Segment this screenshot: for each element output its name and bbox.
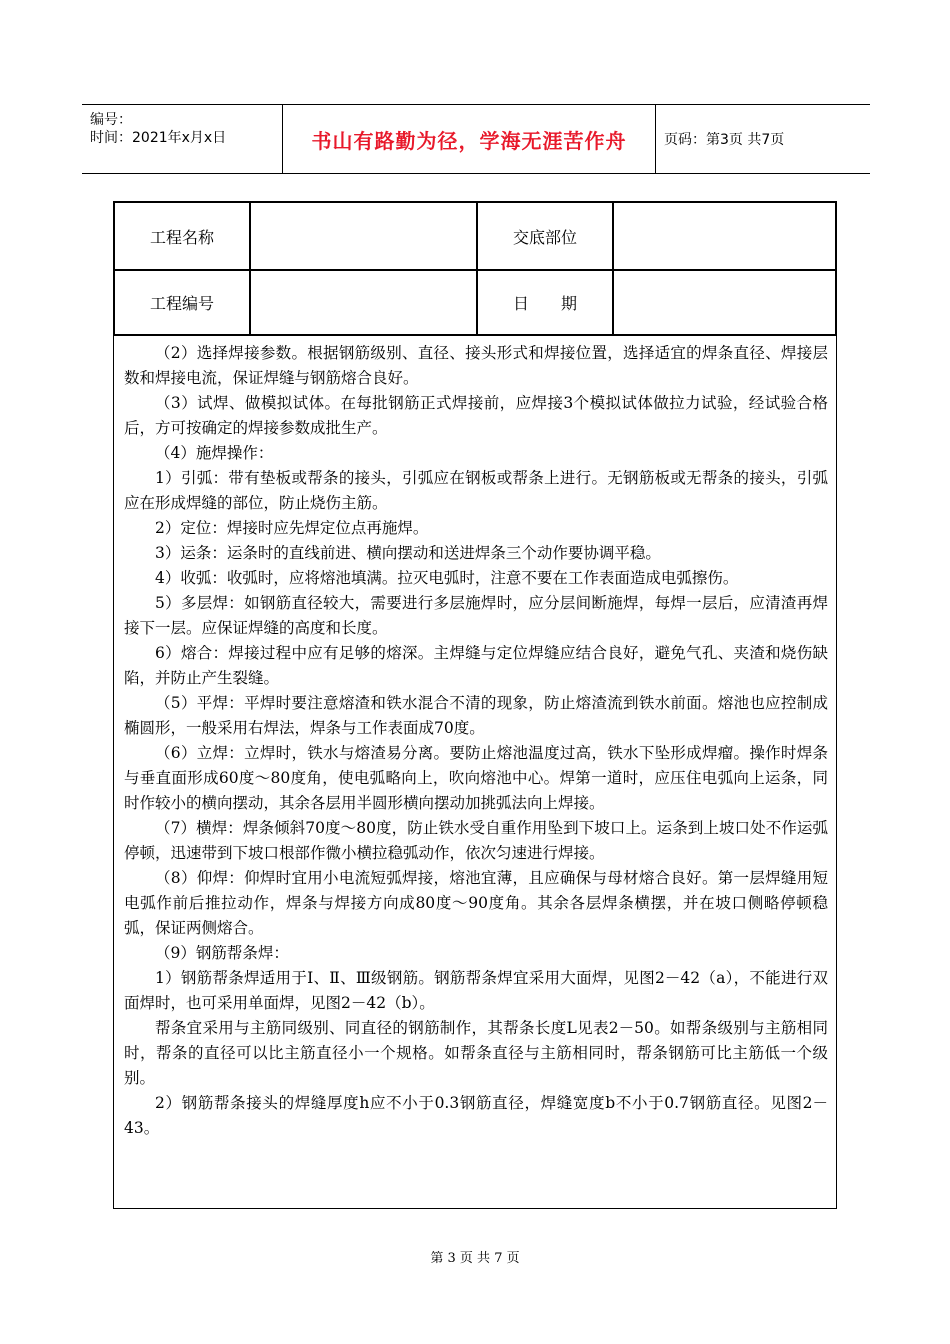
content-box (113, 336, 837, 1209)
table-divider (612, 203, 614, 334)
table-divider (476, 203, 478, 334)
handover-part-label: 交底部位 (512, 227, 577, 247)
content-paragraph: （2）选择焊接参数。根据钢筋级别、直径、接头形式和焊接位置，选择适宜的焊条直径、焊接层数和焊接电流，保证焊缝与钢筋熔合良好。 (124, 344, 828, 387)
project-name-label: 工程名称 (149, 227, 214, 247)
document-time-label: 时间：2021年x月x日 (90, 130, 227, 146)
content-paragraph: （6）立焊：立焊时，铁水与熔渣易分离。要防止熔池温度过高，铁水下坠形成焊瘤。操作时焊条与垂直面形成60度～80度角，使电弧略向上，吹向熔池中心。焊第一道时，应压住电弧向上运条，同时作较小的横向摆动，其余各层用半圆形横向摆动加挑弧法向上焊接。 (124, 744, 828, 812)
project-no-value (251, 271, 476, 334)
content-paragraph: （4）施焊操作： (155, 444, 274, 462)
header-page-label: 页码：第3页 共7页 (664, 132, 785, 148)
content-paragraph: （3）试焊、做模拟试体。在每批钢筋正式焊接前，应焊接3个模拟试体做拉力试验，经试验合格后，方可按确定的焊接参数成批生产。 (124, 394, 828, 437)
project-info-table (113, 201, 837, 336)
content-paragraph: 帮条宜采用与主筋同级别、同直径的钢筋制作，其帮条长度L见表2－50。如帮条级别与主筋相同时，帮条的直径可以比主筋直径小一个规格。如帮条直径与主筋相同时，帮条钢筋可比主筋低一个级别。 (124, 1019, 828, 1087)
content-paragraph: 2）钢筋帮条接头的焊缝厚度h应不小于0.3钢筋直径，焊缝宽度b不小于0.7钢筋直径。见图2－43。 (124, 1094, 828, 1137)
page-footer: 第 3 页 共 7 页 (430, 1251, 520, 1266)
header-motto: 书山有路勤为径，学海无涯苦作舟 (311, 128, 627, 153)
document-number-label: 编号： (90, 112, 132, 128)
header-divider (655, 105, 656, 173)
content-paragraph: 2）定位：焊接时应先焊定位点再施焊。 (155, 519, 429, 537)
info-row (115, 271, 835, 334)
table-divider (249, 203, 251, 334)
date-value (614, 271, 835, 334)
date-label: 日 期 (512, 294, 577, 313)
content-paragraph: 3）运条：运条时的直线前进、横向摆动和送进焊条三个动作要协调平稳。 (155, 544, 661, 562)
header-meta (82, 105, 282, 173)
project-name-value (251, 203, 476, 269)
content-paragraph: （8）仰焊：仰焊时宜用小电流短弧焊接，熔池宜薄，且应确保与母材熔合良好。第一层焊缝用短电弧作前后推拉动作，焊条与焊接方向成80度～90度角。其余各层焊条横摆，并在坡口侧略停顿稳弧，保证两侧熔合。 (124, 869, 828, 937)
handover-part-value (614, 203, 835, 269)
page-header (82, 104, 870, 174)
info-row (115, 203, 835, 271)
content-paragraph: 6）熔合：焊接过程中应有足够的熔深。主焊缝与定位焊缝应结合良好，避免气孔、夹渣和烧伤缺陷，并防止产生裂缝。 (124, 644, 828, 687)
content-paragraph: 1）钢筋帮条焊适用于Ⅰ、Ⅱ、Ⅲ级钢筋。钢筋帮条焊宜采用大面焊，见图2－42（a），不能进行双面焊时，也可采用单面焊，见图2－42（b）。 (124, 969, 828, 1012)
content-paragraph: 1）引弧：带有垫板或帮条的接头，引弧应在钢板或帮条上进行。无钢筋板或无帮条的接头，引弧应在形成焊缝的部位，防止烧伤主筋。 (124, 469, 828, 512)
content-paragraph: 4）收弧：收弧时，应将熔池填满。拉灭电弧时，注意不要在工作表面造成电弧擦伤。 (155, 569, 739, 587)
content-paragraph: （9）钢筋帮条焊： (155, 944, 289, 962)
content-paragraph: （7）横焊：焊条倾斜70度～80度，防止铁水受自重作用坠到下坡口上。运条到上坡口处不作运弧停顿，迅速带到下坡口根部作微小横拉稳弧动作，依次匀速进行焊接。 (124, 819, 828, 862)
content-paragraph: （5）平焊：平焊时要注意熔渣和铁水混合不清的现象，防止熔渣流到铁水前面。熔池也应控制成椭圆形，一般采用右焊法，焊条与工作表面成70度。 (124, 694, 828, 737)
content-paragraph: 5）多层焊：如钢筋直径较大，需要进行多层施焊时，应分层间断施焊，每焊一层后，应清渣再焊接下一层。应保证焊缝的高度和长度。 (124, 594, 828, 637)
project-no-label: 工程编号 (149, 294, 214, 313)
